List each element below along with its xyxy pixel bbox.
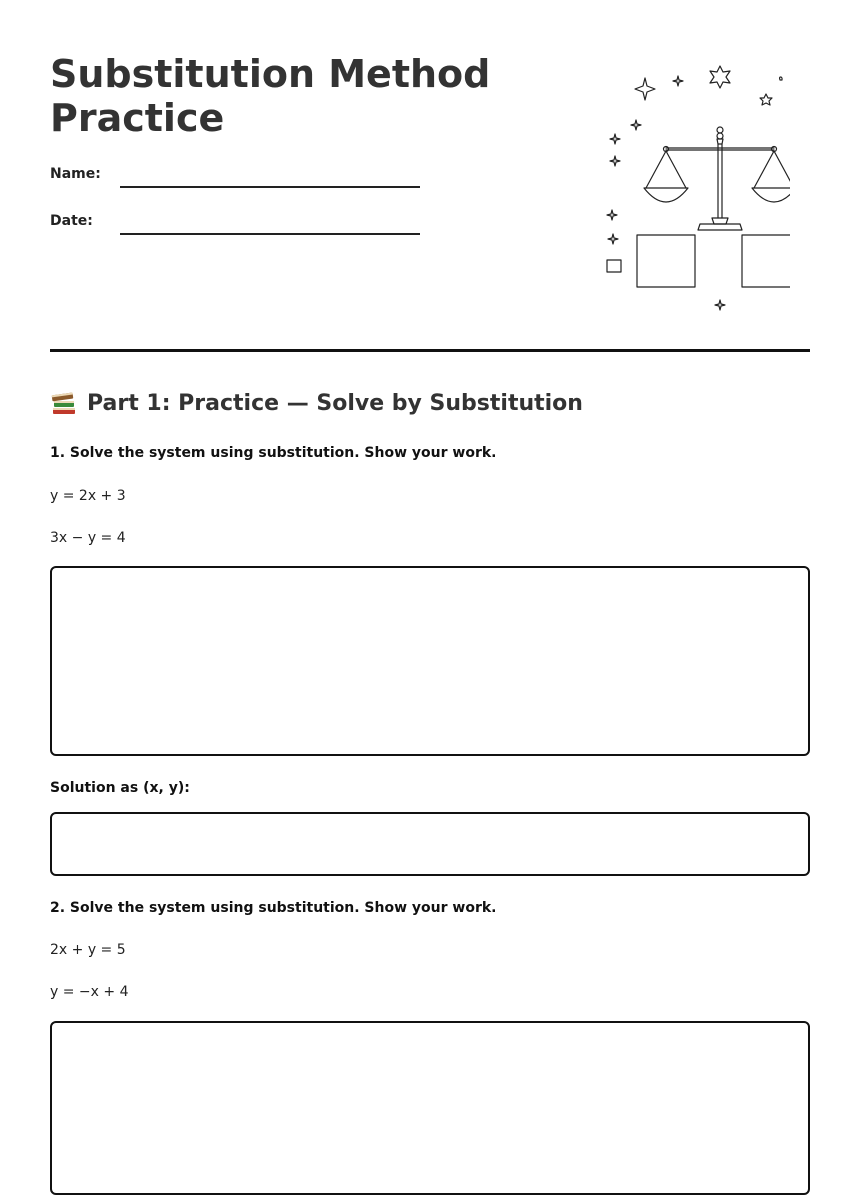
name-label: Name: [50,166,101,182]
date-line[interactable] [120,233,420,235]
answer-box[interactable] [50,812,810,876]
page-title: Substitution Method Practice [50,52,491,140]
square-icon [607,260,621,272]
question-prompt: 1. Solve the system using substitution. Show your work. [50,445,497,461]
header-divider [50,349,810,352]
date-label: Date: [50,213,93,229]
question-prompt: 2. Solve the system using substitution. Show your work. [50,900,497,916]
sparkle-icon [607,76,725,310]
work-area[interactable] [50,566,810,756]
answer-label: Solution as (x, y): [50,780,190,796]
section-title [50,389,583,417]
blank-box [637,235,695,287]
equation: y = 2x + 3 [50,488,126,504]
worksheet-header [50,0,810,352]
scale-icon [644,127,790,230]
name-field[interactable] [50,164,420,188]
work-area[interactable] [50,1021,810,1195]
books-icon [50,389,78,417]
equation: 3x − y = 4 [50,530,126,546]
star-icon [710,66,772,105]
blank-box [742,235,790,287]
equation: y = −x + 4 [50,984,129,1000]
name-line[interactable] [120,186,420,188]
section-title-text: Part 1: Practice — Solve by Substitution [87,390,583,416]
worksheet-page [50,0,810,1000]
date-field[interactable] [50,211,420,235]
balance-scale-icon [550,58,790,320]
equation: 2x + y = 5 [50,942,126,958]
